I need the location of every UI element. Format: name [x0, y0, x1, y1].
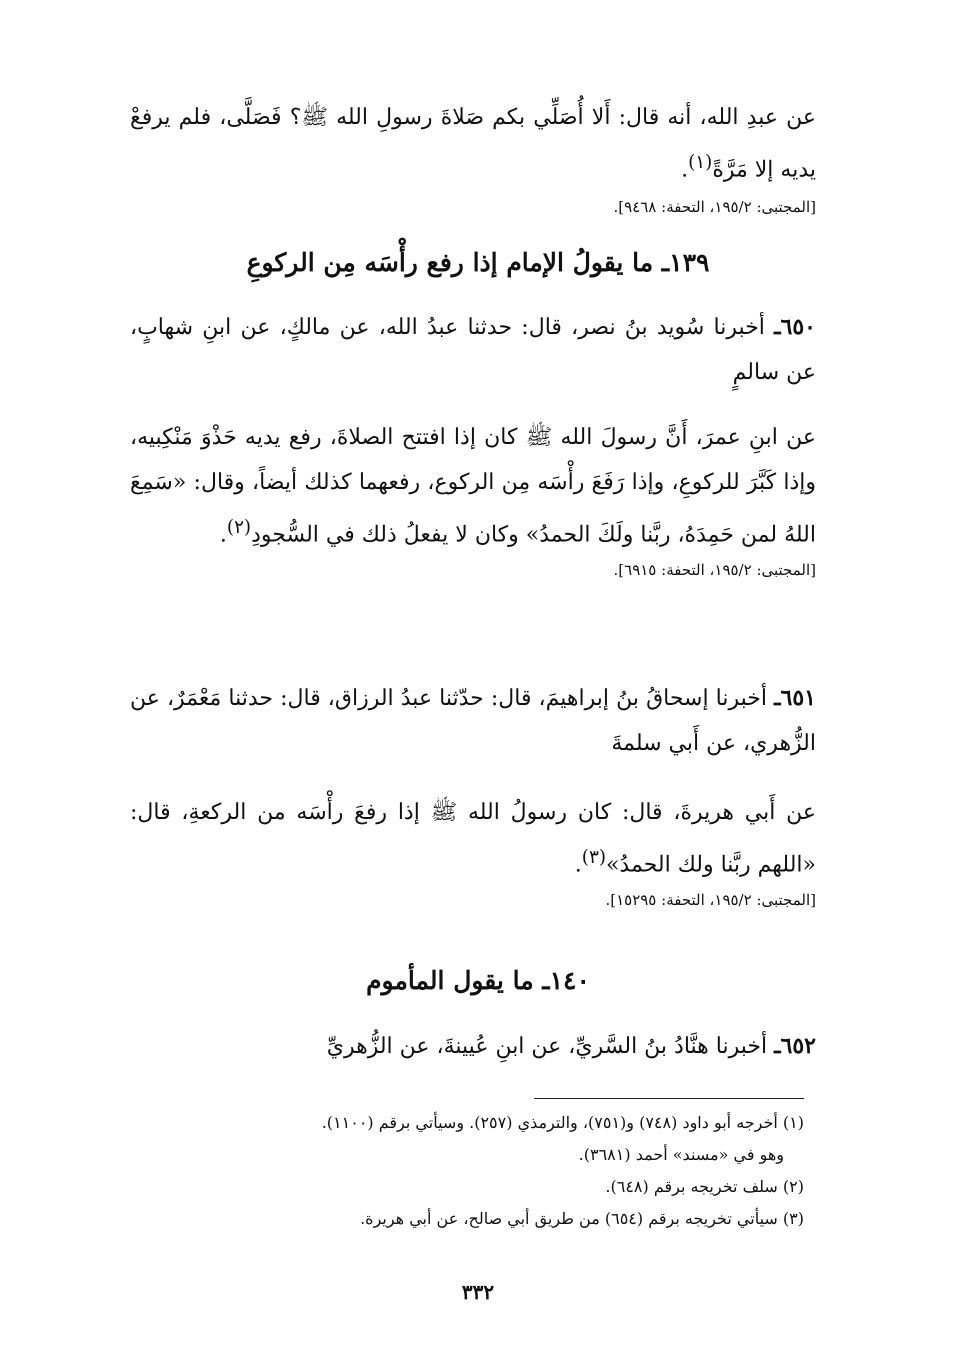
- continuation-line-1: عن عبدِ الله، أنه قال: أَلا أُصَلِّي بكم صَلاةَ رسولِ الله ﷺ؟ فَصَلَّى، فلم: [178, 105, 816, 130]
- matn-651-text: عن أَبي هريرةَ، قال: كان رسولُ الله ﷺ إذا رفعَ رأْسَه من الركعةِ، قال: «اللهم ربَّنا ولك الحمدُ»: [130, 800, 816, 878]
- hadith-650-isnad: [130, 305, 816, 395]
- footnote-marker-2: (٢): [226, 517, 252, 538]
- hadith-650-matn: [130, 415, 816, 581]
- hadith-651-matn: [130, 790, 816, 911]
- footnote-1-continuation: وهو في «مسند» أحمد (٣٦٨١).: [578, 1145, 784, 1164]
- isnad-650-text: أخبرنا سُويد بنُ نصر، قال: حدثنا عبدُ الله، عن مالكٍ، عن ابنِ شهابٍ، عن سالمٍ: [130, 315, 816, 385]
- sentence-end: .: [681, 157, 689, 183]
- isnad-651-text: أخبرنا إسحاقُ بنُ إبراهيمَ، قال: حدّثنا عبدُ الرزاق، قال: حدثنا مَعْمَرٌ، عن الزُّهري، عن أَبي سلمةَ: [130, 686, 816, 756]
- matn-650-text: عن ابنِ عمرَ، أَنَّ رسولَ الله ﷺ كان إذا افتتح الصلاةَ، رفع يديه حَذْوَ مَنْكِبيه، وإذا كَبَّرَ للركوعِ، وإذا رَفَعَ رأْسَه مِن الركوع، رفعهما كذلك أيضاً، وقال: «سَمِعَ اللهُ لمن حَمِدَهُ، ربَّنا ولَكَ الحمدُ» وكان لا يفعلُ ذلك في السُّجودِ: [130, 425, 816, 548]
- sentence-end: .: [219, 522, 227, 548]
- hadith-number-652: ٦٥٢ـ: [774, 1033, 816, 1059]
- sentence-end: .: [574, 852, 582, 878]
- hadith-651-isnad: [130, 676, 816, 766]
- footnote-3: (٣) سيأتي تخريجه برقم (٦٥٤) من طريق أبي صالح، عن أبي هريرة.: [360, 1209, 804, 1228]
- footnote-2: (٢) سلف تخريجه برقم (٦٤٨).: [605, 1177, 804, 1196]
- footnote-1: (١) أخرجه أبو داود (٧٤٨) و(٧٥١)، والترمذي (٢٥٧). وسيأتي برقم (١١٠٠).: [321, 1113, 804, 1132]
- hadith-number-651: ٦٥١ـ: [774, 685, 816, 711]
- reference-15295: [المجتبى: ١٩٥/٢، التحفة: ١٥٢٩٥].: [605, 891, 816, 910]
- footnote-separator: [534, 1098, 804, 1099]
- isnad-652-text: أخبرنا هنَّادُ بنُ السَّريِّ، عن ابنِ عُيينةَ، عن الزُّهريِّ: [326, 1034, 768, 1059]
- hadith-continuation: [130, 95, 816, 218]
- chapter-heading-140: ١٤٠ـ ما يقول المأموم: [366, 966, 590, 995]
- hadith-number-650: ٦٥٠ـ: [774, 314, 816, 340]
- reference-9468: [المجتبى: ١٩٥/٢، التحفة: ٩٤٦٨].: [613, 198, 816, 217]
- chapter-heading-139: ١٣٩ـ ما يقولُ الإمام إذا رفع رأْسَه مِن الركوعِ: [246, 248, 710, 277]
- page-number: ٣٣٢: [461, 1280, 495, 1304]
- hadith-652-isnad: [130, 1024, 816, 1069]
- continuation-line-2: يرفعْ يديه إلا مَرَّةً: [130, 105, 816, 183]
- footnote-marker-3: (٣): [581, 847, 606, 868]
- footnote-marker-1: (١): [688, 152, 713, 173]
- reference-6915: [المجتبى: ١٩٥/٢، التحفة: ٦٩١٥].: [613, 561, 816, 580]
